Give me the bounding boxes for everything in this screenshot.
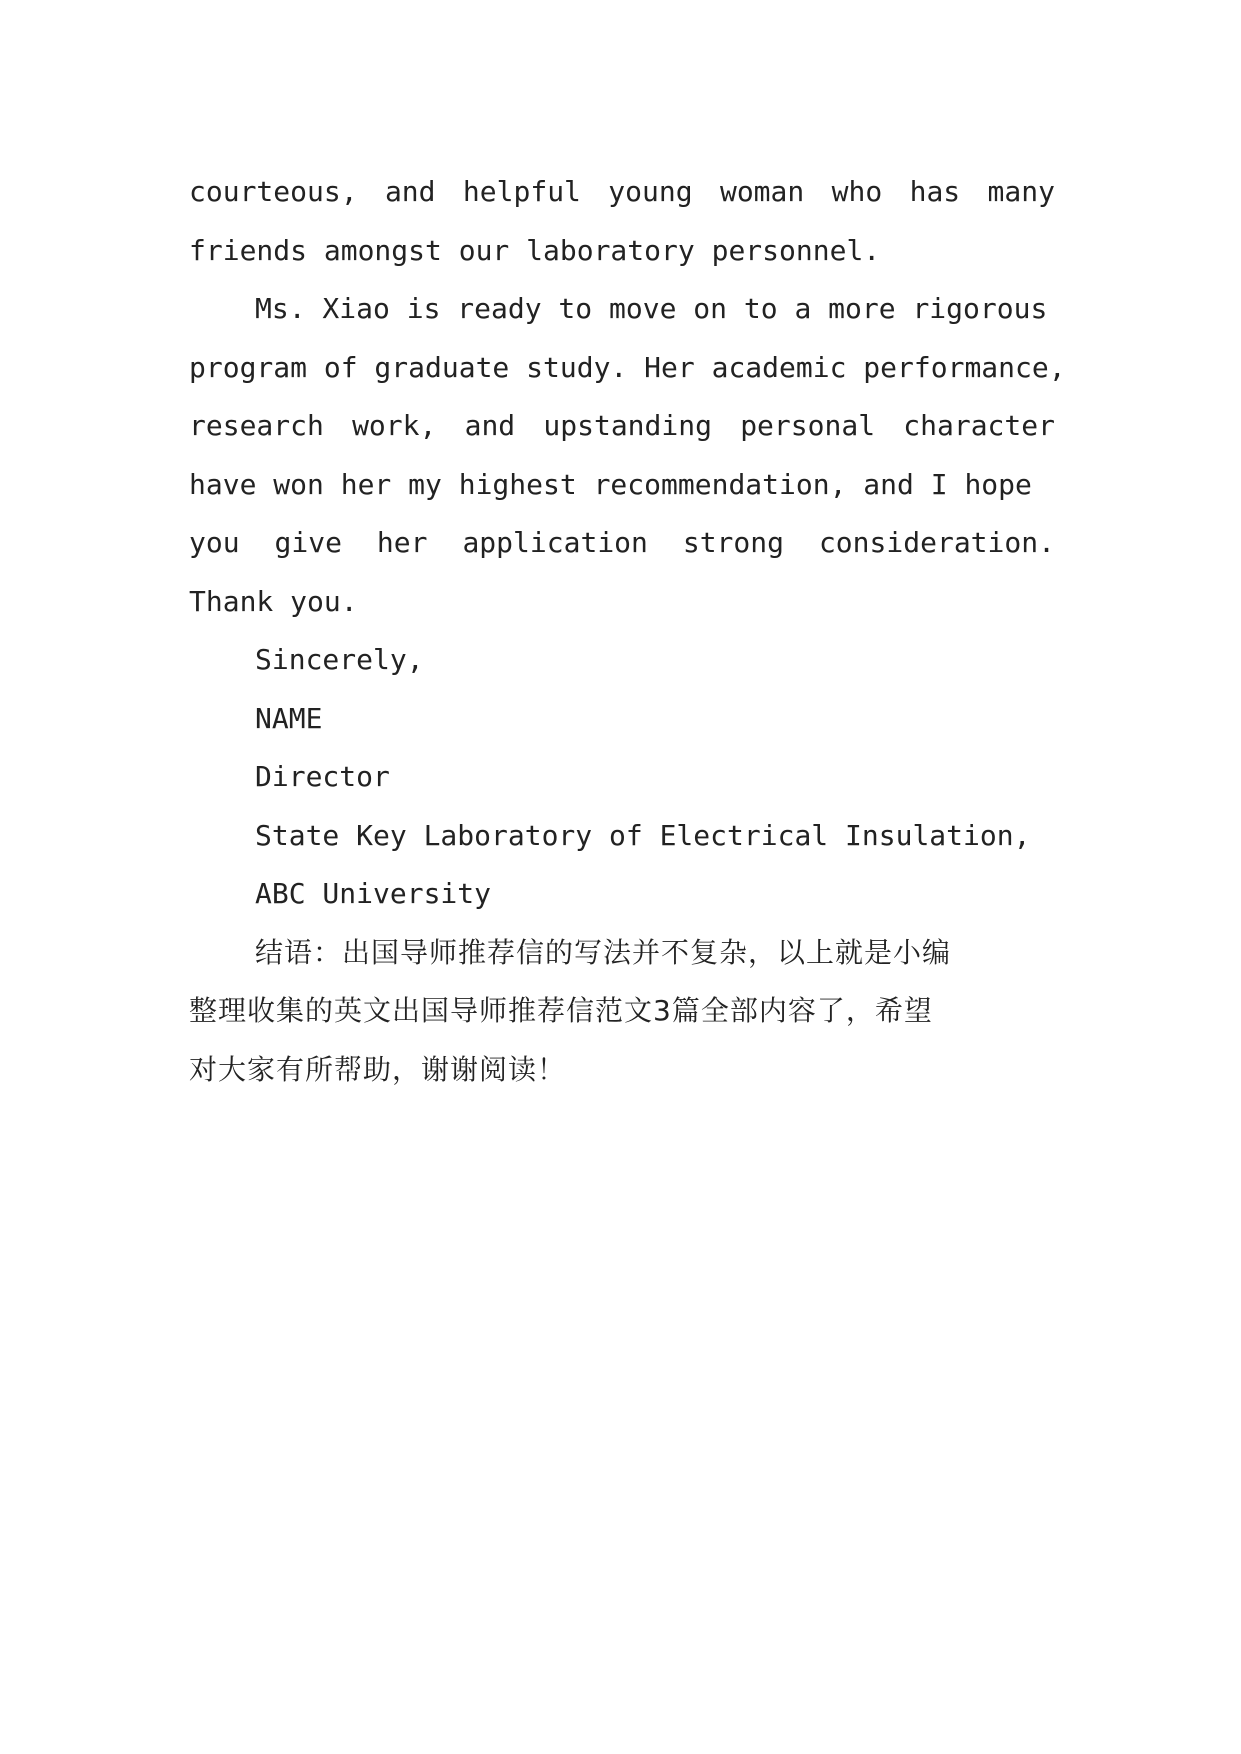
word: upstanding xyxy=(543,409,712,442)
paragraph-2-line-5 xyxy=(189,514,1055,573)
word: application xyxy=(462,526,648,559)
word: you xyxy=(189,526,240,559)
word: and xyxy=(464,409,516,442)
word: consideration. xyxy=(818,526,1055,559)
paragraph-2-line-1: Ms. Xiao is ready to move on to a more rigorous xyxy=(255,292,1048,325)
word: helpful xyxy=(462,175,581,208)
paragraph-1-line-2: friends amongst our laboratory personnel. xyxy=(189,233,881,267)
closing-salutation: Sincerely, xyxy=(255,643,424,676)
word: give xyxy=(274,526,342,559)
paragraph-2-line-2: program of graduate study. Her academic performance, xyxy=(189,350,1066,384)
paragraph-2-line-4: have won her my highest recommendation, and I hope xyxy=(189,467,1032,501)
signer-university: ABC University xyxy=(255,877,492,910)
word: research xyxy=(189,409,324,442)
word: character xyxy=(903,409,1055,442)
signer-title: Director xyxy=(255,760,390,793)
word: woman xyxy=(719,175,805,208)
word: personal xyxy=(740,409,876,442)
word: who xyxy=(831,175,883,208)
word: strong xyxy=(682,526,784,559)
paragraph-1-line-1 xyxy=(189,163,1055,222)
signer-name: NAME xyxy=(255,701,323,735)
signer-lab: State Key Laboratory of Electrical Insulation, xyxy=(255,818,1031,852)
conclusion-line-1: 结语：出国导师推荐信的写法并不复杂，以上就是小编 xyxy=(255,935,952,969)
word: work, xyxy=(352,409,437,442)
word: has xyxy=(909,175,961,208)
word: and xyxy=(384,175,436,208)
paragraph-2-line-3 xyxy=(189,397,1055,456)
letter-body xyxy=(189,163,1066,1099)
word: her xyxy=(376,526,428,559)
word: young xyxy=(608,175,693,208)
paragraph-2-line-6: Thank you. xyxy=(189,584,358,618)
conclusion-line-2: 整理收集的英文出国导师推荐信范文3篇全部内容了，希望 xyxy=(189,994,933,1027)
conclusion-line-3: 对大家有所帮助，谢谢阅读！ xyxy=(189,1052,567,1086)
word: courteous, xyxy=(189,175,358,208)
word: many xyxy=(987,175,1055,208)
